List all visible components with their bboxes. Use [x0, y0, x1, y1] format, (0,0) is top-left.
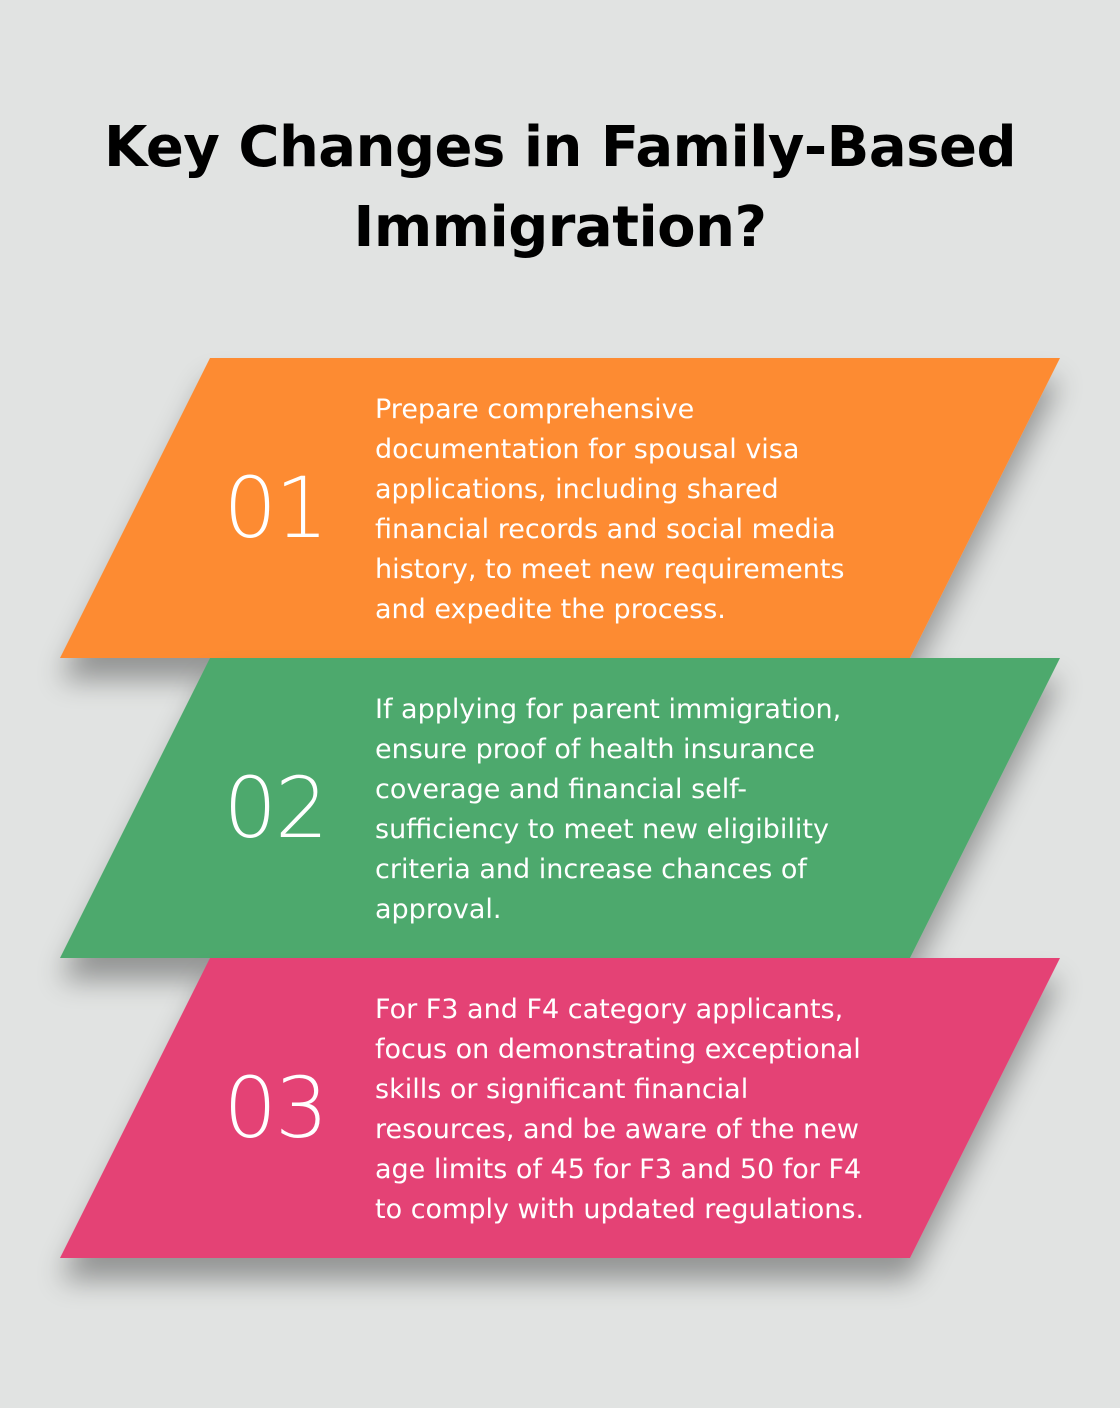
step-1	[0, 358, 1120, 658]
step-2	[0, 658, 1120, 958]
step-1-line: financial records and social media	[375, 514, 836, 545]
step-1-line: history, to meet new requirements	[375, 554, 845, 585]
step-3-line: focus on demonstrating exceptional	[375, 1034, 861, 1065]
step-3-line: For F3 and F4 category applicants,	[375, 994, 844, 1025]
step-2-line: criteria and increase chances of	[375, 854, 807, 885]
step-1-text	[375, 390, 915, 630]
title-line-2: Immigration?	[353, 195, 767, 260]
step-2-line: If applying for parent immigration,	[375, 694, 842, 725]
step-1-line: and expedite the process.	[375, 594, 726, 625]
step-3-line: resources, and be aware of the new	[375, 1114, 859, 1145]
step-2-line: ensure proof of health insurance	[375, 734, 816, 765]
step-2-line: approval.	[375, 894, 502, 925]
step-2-number: 02	[223, 759, 327, 857]
step-1-line: applications, including shared	[375, 474, 779, 505]
step-3-line: age limits of 45 for F3 and 50 for F4	[375, 1154, 862, 1185]
step-2-line: coverage and financial self-	[375, 774, 748, 805]
step-2-line: sufficiency to meet new eligibility	[375, 814, 829, 845]
page-title	[60, 108, 1060, 268]
step-1-number: 01	[223, 459, 327, 557]
step-3-line: to comply with updated regulations.	[375, 1194, 865, 1225]
step-3-text	[375, 990, 915, 1230]
step-1-line: Prepare comprehensive	[375, 394, 695, 425]
step-3-number: 03	[223, 1059, 327, 1157]
step-1-line: documentation for spousal visa	[375, 434, 800, 465]
step-2-text	[375, 690, 915, 930]
step-3-line: skills or significant financial	[375, 1074, 749, 1105]
step-3	[0, 958, 1120, 1258]
title-line-1: Key Changes in Family-Based	[103, 115, 1017, 180]
